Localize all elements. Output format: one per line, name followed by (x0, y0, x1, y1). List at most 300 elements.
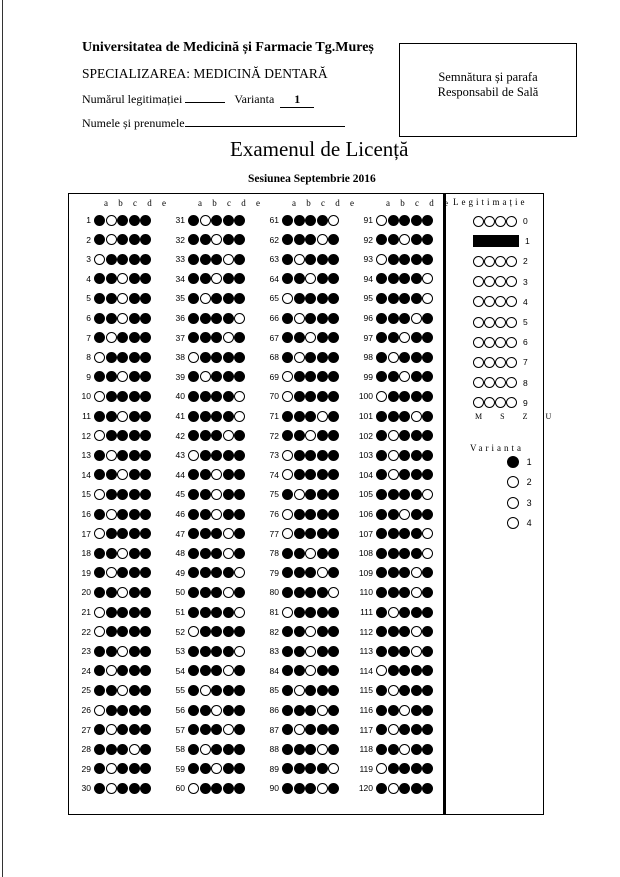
answer-bubble-d[interactable] (223, 411, 234, 422)
legitimatie-bubble[interactable] (506, 276, 517, 287)
answer-bubble-e[interactable] (422, 607, 433, 618)
answer-bubble-c[interactable] (399, 626, 410, 637)
answer-bubble-b[interactable] (200, 450, 211, 461)
answer-bubble-b[interactable] (294, 332, 305, 343)
answer-bubble-e[interactable] (422, 293, 433, 304)
answer-bubble-e[interactable] (234, 685, 245, 696)
answer-bubble-c[interactable] (399, 391, 410, 402)
answer-bubble-b[interactable] (106, 352, 117, 363)
answer-bubble-a[interactable] (94, 411, 105, 422)
answer-bubble-b[interactable] (106, 411, 117, 422)
answer-bubble-a[interactable] (282, 724, 293, 735)
answer-bubble-b[interactable] (388, 411, 399, 422)
answer-bubble-e[interactable] (234, 352, 245, 363)
answer-bubble-d[interactable] (317, 548, 328, 559)
answer-bubble-c[interactable] (117, 509, 128, 520)
answer-bubble-c[interactable] (117, 293, 128, 304)
answer-bubble-d[interactable] (411, 293, 422, 304)
answer-bubble-c[interactable] (305, 469, 316, 480)
answer-bubble-e[interactable] (140, 430, 151, 441)
answer-bubble-b[interactable] (388, 352, 399, 363)
answer-bubble-d[interactable] (129, 509, 140, 520)
answer-bubble-c[interactable] (211, 528, 222, 539)
answer-bubble-b[interactable] (388, 489, 399, 500)
answer-bubble-b[interactable] (388, 234, 399, 245)
answer-bubble-d[interactable] (223, 626, 234, 637)
answer-bubble-a[interactable] (94, 313, 105, 324)
answer-bubble-d[interactable] (129, 528, 140, 539)
answer-bubble-d[interactable] (317, 411, 328, 422)
answer-bubble-e[interactable] (422, 411, 433, 422)
answer-bubble-e[interactable] (234, 371, 245, 382)
legitimatie-bubble[interactable] (473, 276, 484, 287)
answer-bubble-d[interactable] (411, 705, 422, 716)
answer-bubble-c[interactable] (305, 567, 316, 578)
answer-bubble-c[interactable] (305, 548, 316, 559)
answer-bubble-b[interactable] (388, 626, 399, 637)
answer-bubble-c[interactable] (211, 705, 222, 716)
answer-bubble-a[interactable] (188, 391, 199, 402)
legit-field[interactable] (185, 91, 225, 103)
answer-bubble-a[interactable] (376, 352, 387, 363)
answer-bubble-d[interactable] (317, 450, 328, 461)
answer-bubble-b[interactable] (388, 587, 399, 598)
answer-bubble-d[interactable] (223, 665, 234, 676)
answer-bubble-d[interactable] (317, 705, 328, 716)
answer-bubble-d[interactable] (411, 626, 422, 637)
answer-bubble-e[interactable] (422, 332, 433, 343)
answer-bubble-a[interactable] (188, 587, 199, 598)
answer-bubble-c[interactable] (305, 705, 316, 716)
answer-bubble-b[interactable] (106, 783, 117, 794)
answer-bubble-e[interactable] (234, 469, 245, 480)
answer-bubble-c[interactable] (211, 626, 222, 637)
answer-bubble-d[interactable] (223, 744, 234, 755)
answer-bubble-a[interactable] (188, 215, 199, 226)
answer-bubble-e[interactable] (422, 744, 433, 755)
answer-bubble-c[interactable] (117, 724, 128, 735)
answer-bubble-e[interactable] (328, 391, 339, 402)
answer-bubble-c[interactable] (211, 254, 222, 265)
answer-bubble-b[interactable] (294, 293, 305, 304)
answer-bubble-a[interactable] (376, 646, 387, 657)
answer-bubble-d[interactable] (317, 352, 328, 363)
answer-bubble-c[interactable] (305, 411, 316, 422)
answer-bubble-e[interactable] (328, 411, 339, 422)
answer-bubble-e[interactable] (234, 273, 245, 284)
answer-bubble-b[interactable] (200, 391, 211, 402)
legitimatie-bubble[interactable] (484, 216, 495, 227)
answer-bubble-a[interactable] (282, 607, 293, 618)
answer-bubble-d[interactable] (223, 352, 234, 363)
answer-bubble-a[interactable] (282, 763, 293, 774)
answer-bubble-c[interactable] (117, 626, 128, 637)
legitimatie-bubble[interactable] (506, 216, 517, 227)
legitimatie-bubble[interactable] (484, 377, 495, 388)
answer-bubble-a[interactable] (376, 763, 387, 774)
answer-bubble-b[interactable] (106, 587, 117, 598)
answer-bubble-c[interactable] (211, 391, 222, 402)
answer-bubble-c[interactable] (211, 607, 222, 618)
answer-bubble-d[interactable] (317, 332, 328, 343)
answer-bubble-b[interactable] (106, 313, 117, 324)
answer-bubble-d[interactable] (129, 215, 140, 226)
answer-bubble-d[interactable] (411, 548, 422, 559)
answer-bubble-c[interactable] (305, 391, 316, 402)
answer-bubble-d[interactable] (411, 685, 422, 696)
answer-bubble-c[interactable] (399, 411, 410, 422)
answer-bubble-e[interactable] (140, 607, 151, 618)
answer-bubble-e[interactable] (328, 744, 339, 755)
answer-bubble-e[interactable] (234, 626, 245, 637)
answer-bubble-d[interactable] (129, 313, 140, 324)
answer-bubble-b[interactable] (200, 685, 211, 696)
answer-bubble-d[interactable] (317, 587, 328, 598)
answer-bubble-b[interactable] (388, 607, 399, 618)
answer-bubble-a[interactable] (94, 685, 105, 696)
answer-bubble-c[interactable] (305, 724, 316, 735)
answer-bubble-e[interactable] (140, 528, 151, 539)
answer-bubble-b[interactable] (200, 724, 211, 735)
answer-bubble-a[interactable] (188, 352, 199, 363)
answer-bubble-c[interactable] (117, 685, 128, 696)
answer-bubble-b[interactable] (106, 509, 117, 520)
answer-bubble-b[interactable] (388, 215, 399, 226)
answer-bubble-a[interactable] (188, 234, 199, 245)
legitimatie-bubble[interactable] (473, 357, 484, 368)
answer-bubble-a[interactable] (282, 234, 293, 245)
answer-bubble-a[interactable] (376, 411, 387, 422)
answer-bubble-b[interactable] (200, 783, 211, 794)
legitimatie-bubble[interactable] (484, 337, 495, 348)
answer-bubble-b[interactable] (200, 430, 211, 441)
answer-bubble-e[interactable] (140, 234, 151, 245)
answer-bubble-d[interactable] (317, 469, 328, 480)
answer-bubble-b[interactable] (294, 685, 305, 696)
answer-bubble-c[interactable] (305, 763, 316, 774)
answer-bubble-e[interactable] (422, 313, 433, 324)
answer-bubble-d[interactable] (411, 587, 422, 598)
answer-bubble-c[interactable] (305, 489, 316, 500)
answer-bubble-d[interactable] (223, 293, 234, 304)
answer-bubble-c[interactable] (211, 646, 222, 657)
answer-bubble-e[interactable] (234, 411, 245, 422)
variant-bubble[interactable] (507, 497, 519, 509)
answer-bubble-e[interactable] (328, 567, 339, 578)
answer-bubble-c[interactable] (399, 469, 410, 480)
answer-bubble-a[interactable] (376, 489, 387, 500)
answer-bubble-c[interactable] (399, 371, 410, 382)
answer-bubble-a[interactable] (282, 665, 293, 676)
answer-bubble-d[interactable] (223, 313, 234, 324)
answer-bubble-c[interactable] (305, 430, 316, 441)
answer-bubble-a[interactable] (188, 783, 199, 794)
answer-bubble-d[interactable] (129, 783, 140, 794)
answer-bubble-b[interactable] (106, 469, 117, 480)
answer-bubble-c[interactable] (117, 215, 128, 226)
answer-bubble-d[interactable] (317, 783, 328, 794)
answer-bubble-e[interactable] (328, 587, 339, 598)
answer-bubble-d[interactable] (129, 234, 140, 245)
answer-bubble-c[interactable] (305, 234, 316, 245)
answer-bubble-b[interactable] (294, 371, 305, 382)
answer-bubble-a[interactable] (94, 763, 105, 774)
answer-bubble-c[interactable] (399, 567, 410, 578)
answer-bubble-a[interactable] (94, 724, 105, 735)
answer-bubble-e[interactable] (140, 254, 151, 265)
answer-bubble-c[interactable] (117, 528, 128, 539)
answer-bubble-e[interactable] (234, 763, 245, 774)
answer-bubble-b[interactable] (388, 685, 399, 696)
answer-bubble-a[interactable] (94, 587, 105, 598)
answer-bubble-a[interactable] (282, 450, 293, 461)
answer-bubble-c[interactable] (211, 411, 222, 422)
answer-bubble-c[interactable] (117, 332, 128, 343)
answer-bubble-b[interactable] (200, 273, 211, 284)
answer-bubble-d[interactable] (223, 430, 234, 441)
answer-bubble-e[interactable] (422, 234, 433, 245)
answer-bubble-a[interactable] (188, 744, 199, 755)
answer-bubble-d[interactable] (411, 744, 422, 755)
legitimatie-bubble[interactable] (495, 337, 506, 348)
answer-bubble-b[interactable] (200, 352, 211, 363)
answer-bubble-b[interactable] (294, 763, 305, 774)
answer-bubble-a[interactable] (376, 215, 387, 226)
answer-bubble-e[interactable] (234, 391, 245, 402)
answer-bubble-d[interactable] (129, 371, 140, 382)
answer-bubble-a[interactable] (188, 607, 199, 618)
answer-bubble-d[interactable] (317, 430, 328, 441)
answer-bubble-e[interactable] (234, 587, 245, 598)
answer-bubble-b[interactable] (294, 391, 305, 402)
answer-bubble-a[interactable] (188, 489, 199, 500)
answer-bubble-d[interactable] (411, 724, 422, 735)
answer-bubble-a[interactable] (282, 371, 293, 382)
answer-bubble-c[interactable] (211, 430, 222, 441)
answer-bubble-a[interactable] (282, 744, 293, 755)
answer-bubble-e[interactable] (422, 783, 433, 794)
answer-bubble-b[interactable] (294, 607, 305, 618)
answer-bubble-a[interactable] (188, 332, 199, 343)
answer-bubble-b[interactable] (106, 548, 117, 559)
answer-bubble-b[interactable] (106, 391, 117, 402)
answer-bubble-a[interactable] (94, 332, 105, 343)
answer-bubble-c[interactable] (305, 450, 316, 461)
answer-bubble-e[interactable] (422, 763, 433, 774)
answer-bubble-e[interactable] (328, 450, 339, 461)
answer-bubble-d[interactable] (223, 215, 234, 226)
answer-bubble-c[interactable] (305, 352, 316, 363)
answer-bubble-d[interactable] (411, 313, 422, 324)
answer-bubble-d[interactable] (317, 646, 328, 657)
answer-bubble-b[interactable] (106, 430, 117, 441)
answer-bubble-b[interactable] (294, 234, 305, 245)
answer-bubble-c[interactable] (117, 313, 128, 324)
answer-bubble-c[interactable] (211, 293, 222, 304)
answer-bubble-d[interactable] (317, 293, 328, 304)
answer-bubble-d[interactable] (223, 273, 234, 284)
answer-bubble-b[interactable] (106, 234, 117, 245)
answer-bubble-e[interactable] (328, 548, 339, 559)
answer-bubble-a[interactable] (376, 313, 387, 324)
answer-bubble-e[interactable] (234, 705, 245, 716)
answer-bubble-e[interactable] (328, 626, 339, 637)
answer-bubble-e[interactable] (140, 567, 151, 578)
answer-bubble-a[interactable] (376, 607, 387, 618)
variant-bubble[interactable] (507, 517, 519, 529)
answer-bubble-b[interactable] (200, 567, 211, 578)
answer-bubble-c[interactable] (117, 763, 128, 774)
answer-bubble-c[interactable] (117, 450, 128, 461)
answer-bubble-c[interactable] (399, 352, 410, 363)
answer-bubble-b[interactable] (294, 469, 305, 480)
answer-bubble-d[interactable] (317, 234, 328, 245)
legitimatie-bubble[interactable] (484, 397, 495, 408)
answer-bubble-d[interactable] (223, 254, 234, 265)
answer-bubble-a[interactable] (188, 548, 199, 559)
answer-bubble-e[interactable] (140, 273, 151, 284)
answer-bubble-d[interactable] (129, 685, 140, 696)
answer-bubble-d[interactable] (129, 665, 140, 676)
answer-bubble-d[interactable] (411, 391, 422, 402)
answer-bubble-b[interactable] (388, 371, 399, 382)
answer-bubble-c[interactable] (117, 646, 128, 657)
answer-bubble-e[interactable] (328, 783, 339, 794)
legitimatie-bubble[interactable] (495, 276, 506, 287)
answer-bubble-e[interactable] (140, 391, 151, 402)
answer-bubble-b[interactable] (106, 763, 117, 774)
answer-bubble-b[interactable] (200, 254, 211, 265)
answer-bubble-e[interactable] (328, 215, 339, 226)
answer-bubble-a[interactable] (282, 411, 293, 422)
legitimatie-bubble[interactable] (495, 296, 506, 307)
answer-bubble-c[interactable] (305, 665, 316, 676)
answer-bubble-d[interactable] (129, 332, 140, 343)
answer-bubble-b[interactable] (106, 371, 117, 382)
answer-bubble-b[interactable] (294, 665, 305, 676)
answer-bubble-d[interactable] (223, 783, 234, 794)
answer-bubble-e[interactable] (422, 587, 433, 598)
answer-bubble-a[interactable] (94, 567, 105, 578)
answer-bubble-b[interactable] (388, 313, 399, 324)
answer-bubble-a[interactable] (94, 293, 105, 304)
legitimatie-bubble[interactable] (495, 216, 506, 227)
answer-bubble-a[interactable] (282, 783, 293, 794)
answer-bubble-e[interactable] (328, 705, 339, 716)
variant-bubble[interactable] (507, 456, 519, 468)
answer-bubble-a[interactable] (376, 430, 387, 441)
answer-bubble-a[interactable] (188, 469, 199, 480)
answer-bubble-d[interactable] (411, 411, 422, 422)
answer-bubble-b[interactable] (294, 626, 305, 637)
answer-bubble-c[interactable] (211, 332, 222, 343)
answer-bubble-d[interactable] (129, 548, 140, 559)
answer-bubble-d[interactable] (411, 528, 422, 539)
answer-bubble-e[interactable] (140, 665, 151, 676)
answer-bubble-e[interactable] (234, 567, 245, 578)
answer-bubble-e[interactable] (234, 450, 245, 461)
answer-bubble-a[interactable] (188, 254, 199, 265)
answer-bubble-c[interactable] (399, 705, 410, 716)
legitimatie-bubble[interactable] (484, 296, 495, 307)
answer-bubble-e[interactable] (422, 371, 433, 382)
answer-bubble-e[interactable] (422, 352, 433, 363)
answer-bubble-b[interactable] (294, 450, 305, 461)
answer-bubble-b[interactable] (294, 254, 305, 265)
answer-bubble-d[interactable] (411, 567, 422, 578)
answer-bubble-e[interactable] (234, 234, 245, 245)
answer-bubble-c[interactable] (399, 528, 410, 539)
answer-bubble-d[interactable] (411, 607, 422, 618)
legitimatie-bubble[interactable] (473, 317, 484, 328)
answer-bubble-e[interactable] (422, 626, 433, 637)
answer-bubble-e[interactable] (328, 763, 339, 774)
answer-bubble-a[interactable] (376, 293, 387, 304)
answer-bubble-d[interactable] (129, 724, 140, 735)
answer-bubble-a[interactable] (94, 391, 105, 402)
answer-bubble-a[interactable] (282, 430, 293, 441)
answer-bubble-e[interactable] (140, 332, 151, 343)
answer-bubble-e[interactable] (140, 705, 151, 716)
answer-bubble-b[interactable] (106, 665, 117, 676)
answer-bubble-b[interactable] (106, 273, 117, 284)
legitimatie-bubble[interactable] (495, 256, 506, 267)
answer-bubble-d[interactable] (223, 607, 234, 618)
answer-bubble-e[interactable] (328, 509, 339, 520)
answer-bubble-e[interactable] (422, 215, 433, 226)
answer-bubble-d[interactable] (129, 646, 140, 657)
answer-bubble-e[interactable] (234, 783, 245, 794)
legitimatie-bubble[interactable] (506, 256, 517, 267)
answer-bubble-a[interactable] (376, 528, 387, 539)
answer-bubble-e[interactable] (328, 254, 339, 265)
answer-bubble-d[interactable] (129, 411, 140, 422)
legitimatie-bubble[interactable] (506, 317, 517, 328)
answer-bubble-d[interactable] (411, 352, 422, 363)
answer-bubble-a[interactable] (94, 646, 105, 657)
answer-bubble-d[interactable] (129, 273, 140, 284)
answer-bubble-b[interactable] (388, 450, 399, 461)
legitimatie-bubble[interactable] (506, 397, 517, 408)
answer-bubble-e[interactable] (422, 430, 433, 441)
answer-bubble-b[interactable] (294, 215, 305, 226)
answer-bubble-a[interactable] (188, 450, 199, 461)
answer-bubble-c[interactable] (305, 254, 316, 265)
answer-bubble-d[interactable] (223, 705, 234, 716)
answer-bubble-e[interactable] (328, 313, 339, 324)
answer-bubble-d[interactable] (411, 783, 422, 794)
answer-bubble-b[interactable] (294, 509, 305, 520)
answer-bubble-c[interactable] (399, 744, 410, 755)
answer-bubble-e[interactable] (140, 783, 151, 794)
answer-bubble-e[interactable] (234, 548, 245, 559)
answer-bubble-a[interactable] (376, 371, 387, 382)
answer-bubble-b[interactable] (106, 646, 117, 657)
answer-bubble-c[interactable] (305, 607, 316, 618)
answer-bubble-d[interactable] (223, 489, 234, 500)
answer-bubble-a[interactable] (94, 352, 105, 363)
answer-bubble-b[interactable] (388, 724, 399, 735)
answer-bubble-e[interactable] (422, 469, 433, 480)
answer-bubble-d[interactable] (411, 450, 422, 461)
answer-bubble-c[interactable] (211, 548, 222, 559)
answer-bubble-d[interactable] (411, 489, 422, 500)
answer-bubble-b[interactable] (388, 332, 399, 343)
answer-bubble-b[interactable] (294, 313, 305, 324)
answer-bubble-e[interactable] (140, 469, 151, 480)
answer-bubble-c[interactable] (399, 685, 410, 696)
answer-bubble-a[interactable] (94, 234, 105, 245)
